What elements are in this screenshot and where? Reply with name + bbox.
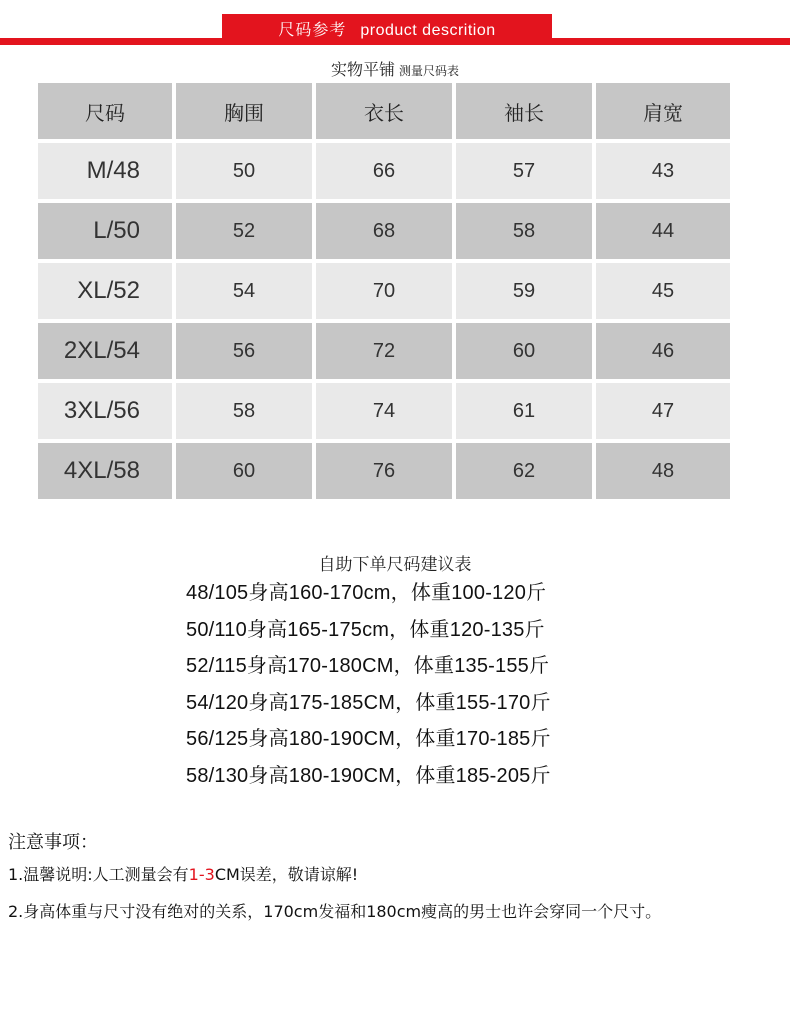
table-caption xyxy=(0,57,790,80)
cell-size: 3XL/56 xyxy=(38,383,172,439)
cell-length: 76 xyxy=(316,443,452,499)
cell-chest: 54 xyxy=(176,263,312,319)
cell-length: 70 xyxy=(316,263,452,319)
cell-size: XL/52 xyxy=(38,263,172,319)
cell-size: M/48 xyxy=(38,143,172,199)
cell-size: 4XL/58 xyxy=(38,443,172,499)
table-row xyxy=(38,143,730,199)
header-length: 衣长 xyxy=(316,83,452,139)
table-row xyxy=(38,443,730,499)
recommendation-item: 56/125身高180-190CM，体重170-185斤 xyxy=(186,728,551,750)
note-1-prefix: 1.温馨说明:人工测量会有 xyxy=(8,865,189,884)
note-1 xyxy=(8,862,358,885)
cell-size: 2XL/54 xyxy=(38,323,172,379)
cell-chest: 58 xyxy=(176,383,312,439)
cell-sleeve: 60 xyxy=(456,323,592,379)
cell-chest: 60 xyxy=(176,443,312,499)
recommendation-item: 58/130身高180-190CM，体重185-205斤 xyxy=(186,764,551,787)
cell-sleeve: 58 xyxy=(456,203,592,259)
header-sleeve: 袖长 xyxy=(456,83,592,139)
cell-length: 74 xyxy=(316,383,452,439)
header-title-cn: 尺码参考 xyxy=(278,20,347,39)
cell-sleeve: 59 xyxy=(456,263,592,319)
cell-shoulder: 46 xyxy=(596,323,730,379)
recommendation-item: 50/110身高165-175cm，体重120-135斤 xyxy=(186,618,545,641)
cell-length: 66 xyxy=(316,143,452,199)
table-row xyxy=(38,263,730,319)
cell-sleeve: 61 xyxy=(456,383,592,439)
recommendation-title: 自助下单尺码建议表 xyxy=(318,555,472,575)
header-shoulder: 肩宽 xyxy=(596,83,730,139)
table-caption-small: 测量尺码表 xyxy=(399,64,460,78)
notes-title: 注意事项： xyxy=(8,832,98,853)
table-caption-main: 实物平铺 xyxy=(330,60,395,79)
cell-shoulder: 45 xyxy=(596,263,730,319)
cell-sleeve: 62 xyxy=(456,443,592,499)
table-row xyxy=(38,323,730,379)
cell-shoulder: 44 xyxy=(596,203,730,259)
cell-shoulder: 47 xyxy=(596,383,730,439)
cell-chest: 56 xyxy=(176,323,312,379)
header-chest: 胸围 xyxy=(176,83,312,139)
note-2: 2.身高体重与尺寸没有绝对的关系，170cm发福和180cm瘦高的男士也许会穿同一个尺寸。 xyxy=(8,902,662,921)
table-row xyxy=(38,383,730,439)
cell-length: 72 xyxy=(316,323,452,379)
cell-sleeve: 57 xyxy=(456,143,592,199)
cell-size: L/50 xyxy=(38,203,172,259)
cell-shoulder: 43 xyxy=(596,143,730,199)
cell-shoulder: 48 xyxy=(596,443,730,499)
size-table xyxy=(34,79,734,503)
header-title-en: product descrition xyxy=(360,22,496,39)
table-header-row xyxy=(38,83,730,139)
table-row xyxy=(38,203,730,259)
header-title-tab xyxy=(222,14,552,45)
recommendation-item: 52/115身高170-180CM，体重135-155斤 xyxy=(186,655,550,677)
cell-length: 68 xyxy=(316,203,452,259)
recommendation-item: 48/105身高160-170cm，体重100-120斤 xyxy=(186,582,547,604)
header-size: 尺码 xyxy=(38,83,172,139)
cell-chest: 50 xyxy=(176,143,312,199)
note-1-suffix: CM误差，敬请谅解! xyxy=(214,865,359,884)
cell-chest: 52 xyxy=(176,203,312,259)
recommendation-item: 54/120身高175-185CM，体重155-170斤 xyxy=(186,691,551,714)
recommendation-list xyxy=(186,578,746,797)
note-1-highlight: 1-3 xyxy=(188,865,215,884)
